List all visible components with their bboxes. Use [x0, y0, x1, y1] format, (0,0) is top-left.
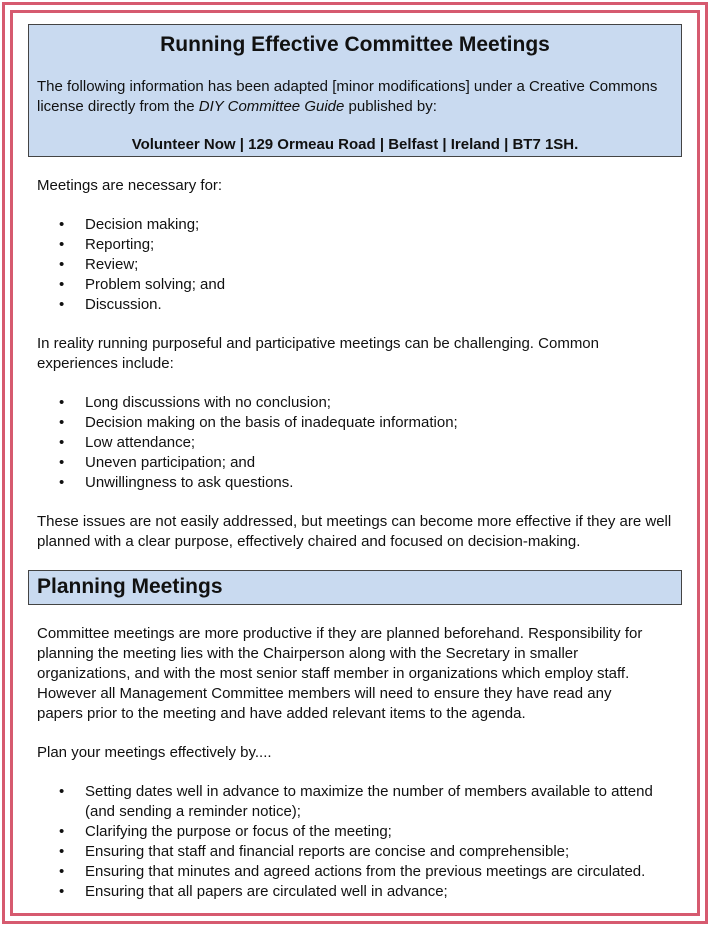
list-item: • Ensuring that minutes and agreed actions from the previous meetings are circulated. [59, 863, 646, 880]
list-item: • Setting dates well in advance to maximize the number of members available to attend (and sending a reminder notice); [59, 783, 653, 820]
bullet-icon: • [59, 216, 65, 233]
list-item: • Clarifying the purpose or focus of the meeting; [59, 823, 392, 840]
intro-text-part2: published by: [344, 98, 437, 115]
bullet-icon: • [59, 843, 65, 860]
list-item: • Ensuring that staff and financial reports are concise and comprehensible; [59, 843, 570, 860]
planning-tips-list [37, 782, 672, 902]
list-item: • Review; [59, 256, 139, 273]
bullet-icon: • [59, 236, 65, 253]
bullet-icon: • [59, 474, 65, 491]
bullet-icon: • [59, 414, 65, 431]
bullet-icon: • [59, 276, 65, 293]
title-box [28, 24, 682, 157]
publisher-address: Volunteer Now | 129 Ormeau Road | Belfast | Ireland | BT7 1SH. [131, 136, 579, 153]
list-item: • Uneven participation; and [59, 454, 256, 471]
list-item: • Low attendance; [59, 434, 196, 451]
challenges-list [37, 393, 672, 493]
bullet-icon: • [59, 434, 65, 451]
section-heading-box [28, 570, 682, 605]
bullet-icon: • [59, 823, 65, 840]
meetings-purpose-list [37, 215, 672, 315]
list-item: • Discussion. [59, 296, 162, 313]
bullet-icon: • [59, 883, 65, 900]
list-item: • Reporting; [59, 236, 155, 253]
challenges-lead: In reality running purposeful and participative meetings can be challenging. Common experiences include: [37, 335, 599, 372]
list-item: • Ensuring that all papers are circulated well in advance; [59, 883, 448, 900]
bullet-icon: • [59, 454, 65, 471]
bullet-icon: • [59, 394, 65, 411]
document-title: Running Effective Committee Meetings [160, 33, 550, 56]
list-item: • Long discussions with no conclusion; [59, 394, 331, 411]
bullet-icon: • [59, 783, 65, 800]
issues-paragraph: These issues are not easily addressed, but meetings can become more effective if they are well planned with a clear purpose, effectively chaired and focused on decision-making. [37, 513, 672, 550]
planning-paragraph: Committee meetings are more productive if they are planned beforehand. Responsibility for planning the meeting lies with the Chairperson along with the Secretary in smaller organizations, and with the most senior staff member in organizations which employ staff. However all Management Committee members will need to ensure they have read any papers prior to the meeting and have added relevant items to the agenda. [37, 625, 643, 722]
bullet-icon: • [59, 296, 65, 313]
meetings-lead: Meetings are necessary for: [37, 177, 223, 194]
list-item: • Problem solving; and [59, 276, 226, 293]
guide-title: DIY Committee Guide [198, 98, 345, 115]
section-heading: Planning Meetings [37, 575, 223, 598]
intro-text [37, 77, 671, 117]
bullet-icon: • [59, 863, 65, 880]
bullet-icon: • [59, 256, 65, 273]
list-item: • Decision making on the basis of inadequate information; [59, 414, 458, 431]
intro-text-part1: The following information has been adapted [minor modifications] under a Creative Commons license directly from the [37, 78, 658, 115]
list-item: • Unwillingness to ask questions. [59, 474, 294, 491]
list-item: • Decision making; [59, 216, 200, 233]
plan-lead: Plan your meetings effectively by.... [37, 744, 272, 761]
